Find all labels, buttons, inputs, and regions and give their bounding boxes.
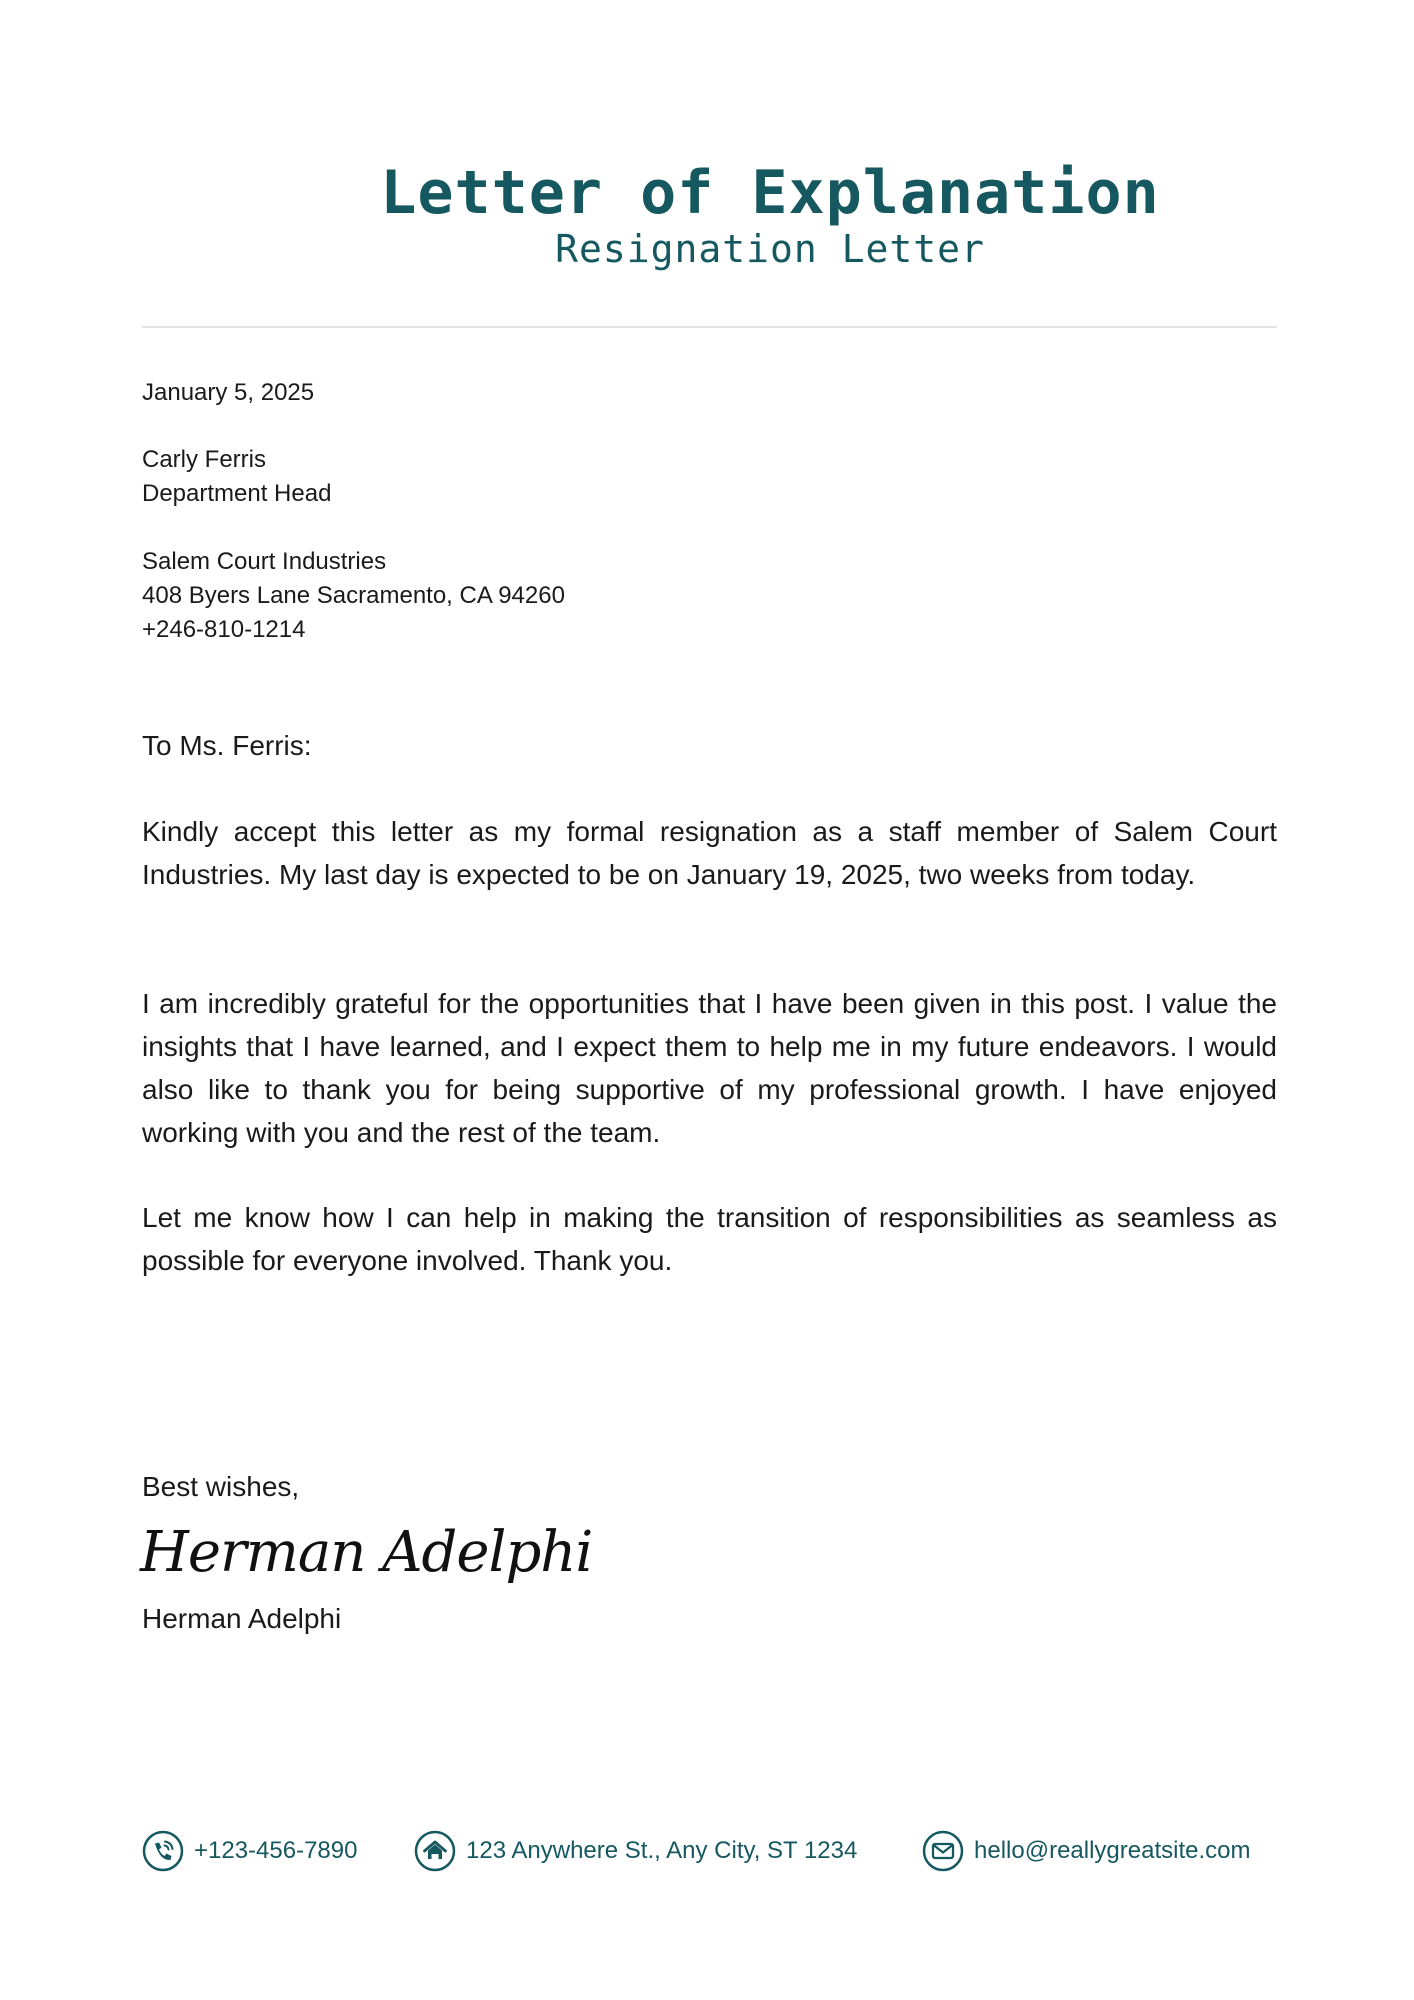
footer-address-text[interactable]: 123 Anywhere St., Any City, ST 1234 [466, 1837, 858, 1864]
signature: Herman Adelphi [140, 1520, 593, 1585]
mail-icon [922, 1830, 964, 1872]
recipient-title: Department Head [142, 480, 332, 507]
footer-address[interactable] [414, 1830, 857, 1872]
footer-phone[interactable] [142, 1830, 357, 1872]
letter-title: Letter of Explanation [380, 158, 1160, 228]
sender-name: Herman Adelphi [142, 1603, 342, 1634]
footer-email-text[interactable]: hello@reallygreatsite.com [974, 1837, 1251, 1864]
footer-email[interactable] [922, 1830, 1250, 1872]
recipient-name: Carly Ferris [142, 446, 266, 473]
letter-date: January 5, 2025 [142, 379, 315, 406]
recipient-phone: +246-810-1214 [142, 616, 306, 643]
footer-phone-text[interactable]: +123-456-7890 [194, 1837, 358, 1864]
recipient-address: 408 Byers Lane Sacramento, CA 94260 [142, 582, 565, 609]
closing: Best wishes, [142, 1471, 300, 1502]
body-paragraph-3: Let me know how I can help in making the transition of responsibilities as seamless as possible for everyone involved. Thank you. [142, 1202, 1277, 1276]
salutation: To Ms. Ferris: [142, 730, 312, 761]
letter-subtitle: Resignation Letter [555, 227, 985, 271]
body-paragraph-1: Kindly accept this letter as my formal resignation as a staff member of Salem Court Industries. My last day is expected to be on January 19, 2025, two weeks from today. [142, 816, 1277, 890]
recipient-company: Salem Court Industries [142, 548, 387, 575]
phone-icon [142, 1830, 184, 1872]
home-icon [414, 1830, 456, 1872]
body-paragraph-2: I am incredibly grateful for the opportunities that I have been given in this post. I value the insights that I have learned, and I expect them to help me in my future endeavors. I would also like to thank you for being supportive of my professional growth. I have enjoyed working with you and the rest of the team. [142, 988, 1277, 1148]
header-divider [142, 326, 1277, 328]
